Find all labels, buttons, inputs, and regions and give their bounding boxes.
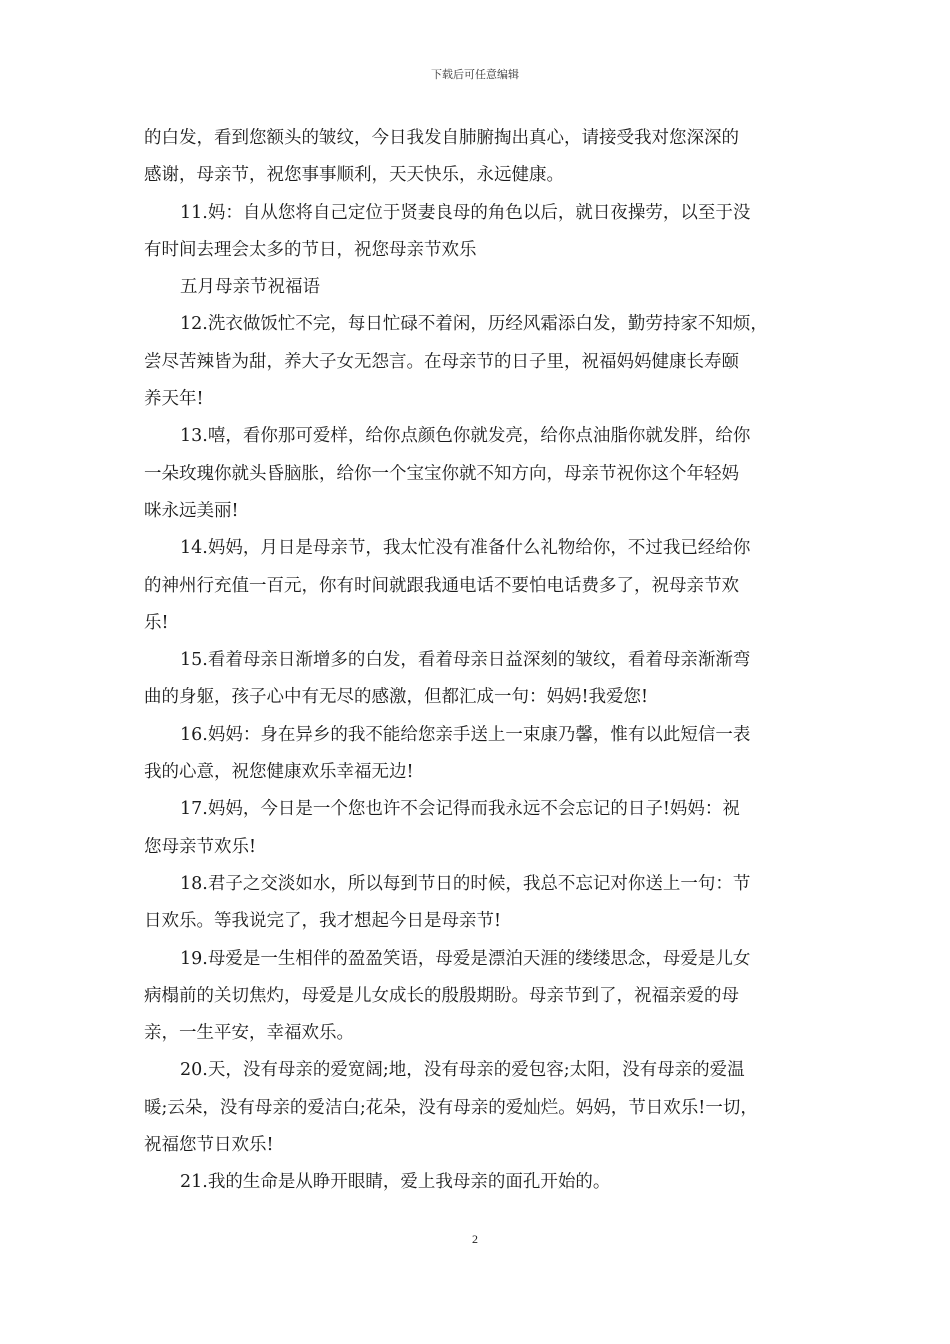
text-line: 感谢，母亲节，祝您事事顺利，天天快乐，永远健康。 <box>144 165 564 186</box>
text-line: 尝尽苦辣皆为甜，养大子女无怨言。在母亲节的日子里，祝福妈妈健康长寿颐 <box>144 351 739 372</box>
text-line: 暖;云朵，没有母亲的爱洁白;花朵，没有母亲的爱灿烂。妈妈，节日欢乐!一切， <box>144 1097 758 1118</box>
text-line: 19.母爱是一生相伴的盈盈笑语，母爱是漂泊天涯的缕缕思念，母爱是儿女 <box>180 948 751 969</box>
text-line: 您母亲节欢乐! <box>144 836 257 857</box>
text-line: 17.妈妈，今日是一个您也许不会记得而我永远不会忘记的日子!妈妈：祝 <box>180 799 740 820</box>
text-line: 乐! <box>144 612 169 633</box>
text-line: 曲的身躯，孩子心中有无尽的感激，但都汇成一句：妈妈!我爱您! <box>144 687 649 708</box>
text-line: 12.洗衣做饭忙不完，每日忙碌不着闲，历经风霜添白发，勤劳持家不知烦， <box>180 314 768 335</box>
text-line: 祝福您节日欢乐! <box>144 1135 274 1156</box>
page-header: 下载后可任意编辑 <box>431 68 519 81</box>
text-line: 病榻前的关切焦灼，母爱是儿女成长的殷殷期盼。母亲节到了，祝福亲爱的母 <box>144 985 739 1006</box>
text-line: 养天年! <box>144 389 204 410</box>
text-line: 18.君子之交淡如水，所以每到节日的时候，我总不忘记对你送上一句：节 <box>180 873 751 894</box>
text-line: 亲，一生平安，幸福欢乐。 <box>144 1023 354 1044</box>
text-line: 的神州行充值一百元，你有时间就跟我通电话不要怕电话费多了，祝母亲节欢 <box>144 575 739 596</box>
text-line: 21.我的生命是从睁开眼睛，爱上我母亲的面孔开始的。 <box>180 1172 611 1193</box>
text-line: 14.妈妈，月日是母亲节，我太忙没有准备什么礼物给你，不过我已经给你 <box>180 538 751 559</box>
text-line: 咪永远美丽! <box>144 500 239 521</box>
text-line: 的白发，看到您额头的皱纹，今日我发自肺腑掏出真心，请接受我对您深深的 <box>144 128 739 148</box>
text-line: 日欢乐。等我说完了，我才想起今日是母亲节! <box>144 911 502 932</box>
document-body <box>144 120 808 1202</box>
text-line: 有时间去理会太多的节日，祝您母亲节欢乐 <box>144 239 477 260</box>
text-line: 20.天，没有母亲的爱宽阔;地，没有母亲的爱包容;太阳，没有母亲的爱温 <box>180 1060 745 1081</box>
text-line: 16.妈妈：身在异乡的我不能给您亲手送上一束康乃馨，惟有以此短信一表 <box>180 724 751 745</box>
text-line: 五月母亲节祝福语 <box>180 277 320 298</box>
text-line: 11.妈：自从您将自己定位于贤妻良母的角色以后，就日夜操劳，以至于没 <box>180 202 751 223</box>
text-line: 我的心意，祝您健康欢乐幸福无边! <box>144 762 414 783</box>
text-line: 13.嘻，看你那可爱样，给你点颜色你就发亮，给你点油脂你就发胖，给你 <box>180 426 751 447</box>
page-number: 2 <box>472 1232 478 1246</box>
text-line: 15.看着母亲日渐增多的白发，看着母亲日益深刻的皱纹，看着母亲渐渐弯 <box>180 650 751 671</box>
text-line: 一朵玫瑰你就头昏脑胀，给你一个宝宝你就不知方向，母亲节祝你这个年轻妈 <box>144 463 739 484</box>
